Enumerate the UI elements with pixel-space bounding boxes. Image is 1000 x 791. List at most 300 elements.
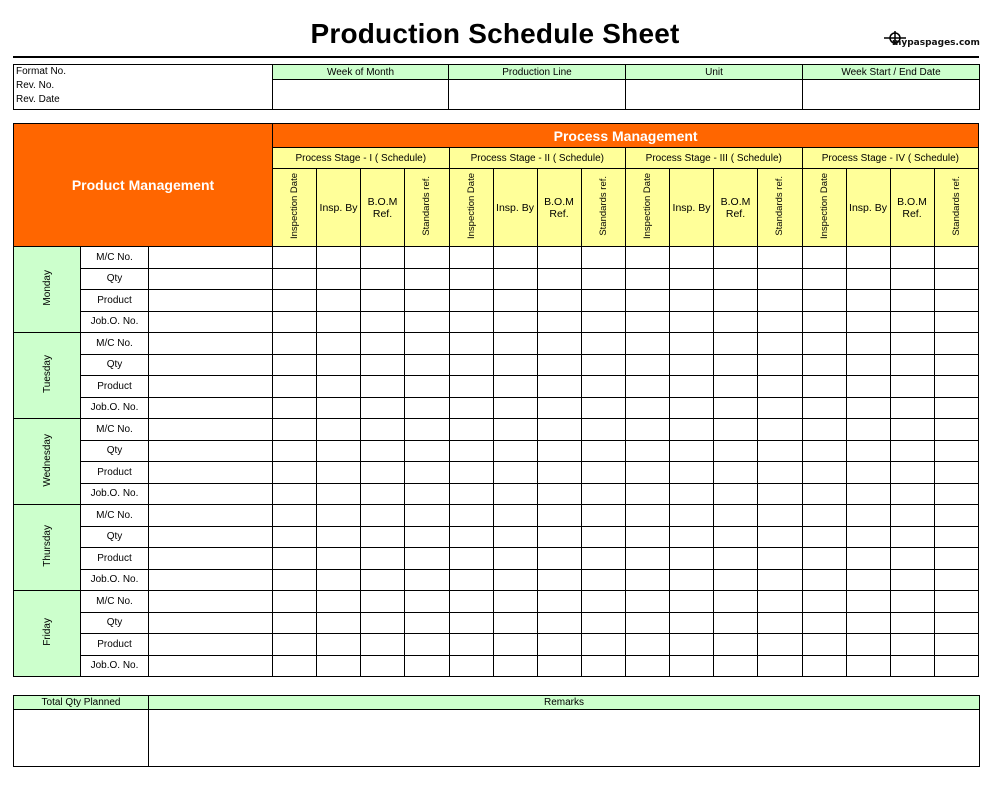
schedule-cell[interactable] — [405, 419, 450, 441]
schedule-cell[interactable] — [537, 290, 581, 312]
schedule-cell[interactable] — [449, 311, 493, 333]
schedule-cell[interactable] — [273, 462, 317, 484]
schedule-cell[interactable] — [670, 526, 714, 548]
schedule-cell[interactable] — [449, 376, 493, 398]
schedule-cell[interactable] — [493, 354, 537, 376]
product-value-cell[interactable] — [149, 333, 273, 355]
schedule-cell[interactable] — [449, 419, 493, 441]
product-value-cell[interactable] — [149, 634, 273, 656]
schedule-cell[interactable] — [846, 655, 890, 677]
schedule-cell[interactable] — [317, 268, 361, 290]
schedule-cell[interactable] — [273, 376, 317, 398]
schedule-cell[interactable] — [493, 548, 537, 570]
schedule-cell[interactable] — [802, 548, 846, 570]
schedule-cell[interactable] — [802, 612, 846, 634]
schedule-cell[interactable] — [934, 505, 979, 527]
schedule-cell[interactable] — [802, 462, 846, 484]
schedule-cell[interactable] — [273, 247, 317, 269]
schedule-cell[interactable] — [317, 397, 361, 419]
schedule-cell[interactable] — [361, 268, 405, 290]
schedule-cell[interactable] — [626, 548, 670, 570]
schedule-cell[interactable] — [670, 419, 714, 441]
schedule-cell[interactable] — [537, 548, 581, 570]
schedule-cell[interactable] — [449, 548, 493, 570]
schedule-cell[interactable] — [758, 634, 803, 656]
schedule-cell[interactable] — [493, 333, 537, 355]
schedule-cell[interactable] — [449, 505, 493, 527]
schedule-cell[interactable] — [317, 311, 361, 333]
schedule-cell[interactable] — [581, 290, 626, 312]
schedule-cell[interactable] — [405, 591, 450, 613]
schedule-cell[interactable] — [361, 290, 405, 312]
schedule-cell[interactable] — [670, 483, 714, 505]
schedule-cell[interactable] — [449, 462, 493, 484]
schedule-cell[interactable] — [581, 268, 626, 290]
schedule-cell[interactable] — [449, 634, 493, 656]
schedule-cell[interactable] — [317, 526, 361, 548]
schedule-cell[interactable] — [626, 354, 670, 376]
schedule-cell[interactable] — [405, 290, 450, 312]
product-value-cell[interactable] — [149, 440, 273, 462]
schedule-cell[interactable] — [802, 376, 846, 398]
schedule-cell[interactable] — [449, 483, 493, 505]
schedule-cell[interactable] — [670, 612, 714, 634]
schedule-cell[interactable] — [846, 440, 890, 462]
schedule-cell[interactable] — [670, 634, 714, 656]
schedule-cell[interactable] — [846, 268, 890, 290]
schedule-cell[interactable] — [934, 311, 979, 333]
product-value-cell[interactable] — [149, 505, 273, 527]
schedule-cell[interactable] — [802, 311, 846, 333]
schedule-cell[interactable] — [317, 376, 361, 398]
schedule-cell[interactable] — [890, 333, 934, 355]
schedule-cell[interactable] — [449, 247, 493, 269]
product-value-cell[interactable] — [149, 419, 273, 441]
schedule-cell[interactable] — [758, 354, 803, 376]
total-qty-field[interactable] — [14, 710, 149, 767]
schedule-cell[interactable] — [405, 440, 450, 462]
schedule-cell[interactable] — [758, 505, 803, 527]
schedule-cell[interactable] — [449, 569, 493, 591]
schedule-cell[interactable] — [714, 376, 758, 398]
schedule-cell[interactable] — [934, 569, 979, 591]
schedule-cell[interactable] — [273, 354, 317, 376]
schedule-cell[interactable] — [405, 483, 450, 505]
product-value-cell[interactable] — [149, 655, 273, 677]
product-value-cell[interactable] — [149, 526, 273, 548]
schedule-cell[interactable] — [537, 268, 581, 290]
schedule-cell[interactable] — [890, 483, 934, 505]
schedule-cell[interactable] — [846, 634, 890, 656]
schedule-cell[interactable] — [802, 333, 846, 355]
schedule-cell[interactable] — [626, 634, 670, 656]
schedule-cell[interactable] — [934, 462, 979, 484]
schedule-cell[interactable] — [934, 397, 979, 419]
schedule-cell[interactable] — [405, 548, 450, 570]
schedule-cell[interactable] — [405, 462, 450, 484]
schedule-cell[interactable] — [626, 612, 670, 634]
schedule-cell[interactable] — [537, 655, 581, 677]
schedule-cell[interactable] — [802, 634, 846, 656]
schedule-cell[interactable] — [449, 333, 493, 355]
product-value-cell[interactable] — [149, 483, 273, 505]
schedule-cell[interactable] — [361, 569, 405, 591]
schedule-cell[interactable] — [714, 483, 758, 505]
schedule-cell[interactable] — [890, 268, 934, 290]
schedule-cell[interactable] — [361, 483, 405, 505]
schedule-cell[interactable] — [758, 333, 803, 355]
product-value-cell[interactable] — [149, 268, 273, 290]
schedule-cell[interactable] — [317, 419, 361, 441]
schedule-cell[interactable] — [670, 462, 714, 484]
schedule-cell[interactable] — [802, 591, 846, 613]
schedule-cell[interactable] — [361, 397, 405, 419]
schedule-cell[interactable] — [802, 526, 846, 548]
schedule-cell[interactable] — [537, 505, 581, 527]
week-of-month-field[interactable] — [273, 80, 449, 110]
schedule-cell[interactable] — [493, 290, 537, 312]
schedule-cell[interactable] — [361, 655, 405, 677]
schedule-cell[interactable] — [537, 354, 581, 376]
schedule-cell[interactable] — [626, 311, 670, 333]
schedule-cell[interactable] — [846, 311, 890, 333]
schedule-cell[interactable] — [670, 569, 714, 591]
product-value-cell[interactable] — [149, 612, 273, 634]
schedule-cell[interactable] — [626, 333, 670, 355]
schedule-cell[interactable] — [846, 548, 890, 570]
schedule-cell[interactable] — [670, 397, 714, 419]
schedule-cell[interactable] — [890, 290, 934, 312]
schedule-cell[interactable] — [626, 440, 670, 462]
schedule-cell[interactable] — [361, 612, 405, 634]
schedule-cell[interactable] — [581, 548, 626, 570]
schedule-cell[interactable] — [317, 505, 361, 527]
schedule-cell[interactable] — [890, 569, 934, 591]
schedule-cell[interactable] — [537, 376, 581, 398]
schedule-cell[interactable] — [890, 462, 934, 484]
schedule-cell[interactable] — [890, 612, 934, 634]
schedule-cell[interactable] — [537, 634, 581, 656]
schedule-cell[interactable] — [670, 247, 714, 269]
schedule-cell[interactable] — [626, 462, 670, 484]
schedule-cell[interactable] — [758, 311, 803, 333]
schedule-cell[interactable] — [317, 290, 361, 312]
schedule-cell[interactable] — [449, 440, 493, 462]
schedule-cell[interactable] — [581, 419, 626, 441]
schedule-cell[interactable] — [714, 397, 758, 419]
schedule-cell[interactable] — [361, 419, 405, 441]
unit-field[interactable] — [626, 80, 803, 110]
schedule-cell[interactable] — [361, 311, 405, 333]
schedule-cell[interactable] — [273, 333, 317, 355]
schedule-cell[interactable] — [317, 247, 361, 269]
schedule-cell[interactable] — [670, 268, 714, 290]
schedule-cell[interactable] — [846, 354, 890, 376]
schedule-cell[interactable] — [934, 526, 979, 548]
schedule-cell[interactable] — [537, 311, 581, 333]
schedule-cell[interactable] — [405, 354, 450, 376]
schedule-cell[interactable] — [405, 333, 450, 355]
schedule-cell[interactable] — [890, 548, 934, 570]
schedule-cell[interactable] — [846, 247, 890, 269]
schedule-cell[interactable] — [626, 569, 670, 591]
schedule-cell[interactable] — [758, 483, 803, 505]
schedule-cell[interactable] — [670, 354, 714, 376]
schedule-cell[interactable] — [273, 290, 317, 312]
schedule-cell[interactable] — [670, 376, 714, 398]
schedule-cell[interactable] — [758, 612, 803, 634]
schedule-cell[interactable] — [273, 634, 317, 656]
schedule-cell[interactable] — [758, 655, 803, 677]
schedule-cell[interactable] — [493, 311, 537, 333]
schedule-cell[interactable] — [890, 376, 934, 398]
schedule-cell[interactable] — [714, 612, 758, 634]
schedule-cell[interactable] — [846, 290, 890, 312]
product-value-cell[interactable] — [149, 591, 273, 613]
product-value-cell[interactable] — [149, 311, 273, 333]
week-start-end-field[interactable] — [803, 80, 980, 110]
schedule-cell[interactable] — [449, 655, 493, 677]
schedule-cell[interactable] — [846, 397, 890, 419]
schedule-cell[interactable] — [670, 505, 714, 527]
schedule-cell[interactable] — [449, 268, 493, 290]
schedule-cell[interactable] — [449, 591, 493, 613]
schedule-cell[interactable] — [317, 655, 361, 677]
schedule-cell[interactable] — [537, 440, 581, 462]
schedule-cell[interactable] — [758, 290, 803, 312]
schedule-cell[interactable] — [890, 247, 934, 269]
schedule-cell[interactable] — [273, 526, 317, 548]
schedule-cell[interactable] — [758, 268, 803, 290]
schedule-cell[interactable] — [802, 483, 846, 505]
schedule-cell[interactable] — [493, 569, 537, 591]
schedule-cell[interactable] — [581, 591, 626, 613]
schedule-cell[interactable] — [934, 247, 979, 269]
schedule-cell[interactable] — [846, 462, 890, 484]
schedule-cell[interactable] — [714, 419, 758, 441]
schedule-cell[interactable] — [493, 591, 537, 613]
schedule-cell[interactable] — [405, 311, 450, 333]
schedule-cell[interactable] — [802, 268, 846, 290]
schedule-cell[interactable] — [714, 290, 758, 312]
schedule-cell[interactable] — [317, 440, 361, 462]
schedule-cell[interactable] — [449, 397, 493, 419]
schedule-cell[interactable] — [890, 440, 934, 462]
schedule-cell[interactable] — [537, 526, 581, 548]
schedule-cell[interactable] — [714, 354, 758, 376]
schedule-cell[interactable] — [934, 634, 979, 656]
schedule-cell[interactable] — [626, 483, 670, 505]
schedule-cell[interactable] — [934, 354, 979, 376]
schedule-cell[interactable] — [670, 591, 714, 613]
schedule-cell[interactable] — [449, 612, 493, 634]
schedule-cell[interactable] — [802, 290, 846, 312]
schedule-cell[interactable] — [405, 634, 450, 656]
schedule-cell[interactable] — [493, 634, 537, 656]
schedule-cell[interactable] — [670, 290, 714, 312]
schedule-cell[interactable] — [537, 247, 581, 269]
schedule-cell[interactable] — [934, 333, 979, 355]
schedule-cell[interactable] — [890, 397, 934, 419]
schedule-cell[interactable] — [537, 483, 581, 505]
schedule-cell[interactable] — [537, 397, 581, 419]
schedule-cell[interactable] — [714, 569, 758, 591]
schedule-cell[interactable] — [626, 247, 670, 269]
schedule-cell[interactable] — [934, 483, 979, 505]
schedule-cell[interactable] — [846, 569, 890, 591]
schedule-cell[interactable] — [405, 612, 450, 634]
schedule-cell[interactable] — [361, 440, 405, 462]
schedule-cell[interactable] — [581, 311, 626, 333]
schedule-cell[interactable] — [273, 397, 317, 419]
schedule-cell[interactable] — [581, 655, 626, 677]
schedule-cell[interactable] — [890, 526, 934, 548]
schedule-cell[interactable] — [317, 333, 361, 355]
schedule-cell[interactable] — [317, 569, 361, 591]
schedule-cell[interactable] — [714, 548, 758, 570]
schedule-cell[interactable] — [758, 591, 803, 613]
schedule-cell[interactable] — [758, 569, 803, 591]
schedule-cell[interactable] — [934, 419, 979, 441]
product-value-cell[interactable] — [149, 397, 273, 419]
schedule-cell[interactable] — [493, 376, 537, 398]
schedule-cell[interactable] — [626, 376, 670, 398]
schedule-cell[interactable] — [846, 483, 890, 505]
schedule-cell[interactable] — [493, 462, 537, 484]
schedule-cell[interactable] — [581, 247, 626, 269]
schedule-cell[interactable] — [273, 548, 317, 570]
schedule-cell[interactable] — [361, 591, 405, 613]
schedule-cell[interactable] — [846, 419, 890, 441]
schedule-cell[interactable] — [493, 419, 537, 441]
schedule-cell[interactable] — [581, 612, 626, 634]
schedule-cell[interactable] — [846, 591, 890, 613]
schedule-cell[interactable] — [714, 591, 758, 613]
schedule-cell[interactable] — [890, 354, 934, 376]
schedule-cell[interactable] — [714, 526, 758, 548]
schedule-cell[interactable] — [317, 612, 361, 634]
schedule-cell[interactable] — [317, 634, 361, 656]
schedule-cell[interactable] — [802, 419, 846, 441]
schedule-cell[interactable] — [581, 376, 626, 398]
schedule-cell[interactable] — [273, 419, 317, 441]
schedule-cell[interactable] — [493, 397, 537, 419]
schedule-cell[interactable] — [934, 376, 979, 398]
schedule-cell[interactable] — [758, 440, 803, 462]
schedule-cell[interactable] — [626, 268, 670, 290]
schedule-cell[interactable] — [581, 462, 626, 484]
schedule-cell[interactable] — [361, 548, 405, 570]
schedule-cell[interactable] — [714, 462, 758, 484]
schedule-cell[interactable] — [581, 440, 626, 462]
schedule-cell[interactable] — [890, 419, 934, 441]
schedule-cell[interactable] — [714, 268, 758, 290]
schedule-cell[interactable] — [802, 655, 846, 677]
product-value-cell[interactable] — [149, 462, 273, 484]
schedule-cell[interactable] — [405, 526, 450, 548]
schedule-cell[interactable] — [537, 333, 581, 355]
schedule-cell[interactable] — [890, 591, 934, 613]
schedule-cell[interactable] — [273, 591, 317, 613]
schedule-cell[interactable] — [449, 526, 493, 548]
schedule-cell[interactable] — [714, 333, 758, 355]
schedule-cell[interactable] — [537, 569, 581, 591]
schedule-cell[interactable] — [890, 311, 934, 333]
schedule-cell[interactable] — [758, 376, 803, 398]
schedule-cell[interactable] — [581, 526, 626, 548]
schedule-cell[interactable] — [581, 333, 626, 355]
schedule-cell[interactable] — [758, 462, 803, 484]
schedule-cell[interactable] — [493, 612, 537, 634]
schedule-cell[interactable] — [581, 397, 626, 419]
schedule-cell[interactable] — [405, 655, 450, 677]
schedule-cell[interactable] — [405, 397, 450, 419]
schedule-cell[interactable] — [317, 462, 361, 484]
schedule-cell[interactable] — [405, 268, 450, 290]
schedule-cell[interactable] — [317, 591, 361, 613]
schedule-cell[interactable] — [802, 569, 846, 591]
schedule-cell[interactable] — [273, 612, 317, 634]
product-value-cell[interactable] — [149, 548, 273, 570]
schedule-cell[interactable] — [846, 612, 890, 634]
schedule-cell[interactable] — [581, 505, 626, 527]
schedule-cell[interactable] — [934, 655, 979, 677]
production-line-field[interactable] — [449, 80, 626, 110]
schedule-cell[interactable] — [846, 333, 890, 355]
schedule-cell[interactable] — [317, 354, 361, 376]
schedule-cell[interactable] — [317, 483, 361, 505]
schedule-cell[interactable] — [361, 526, 405, 548]
schedule-cell[interactable] — [626, 397, 670, 419]
schedule-cell[interactable] — [493, 247, 537, 269]
schedule-cell[interactable] — [714, 634, 758, 656]
schedule-cell[interactable] — [537, 612, 581, 634]
schedule-cell[interactable] — [449, 354, 493, 376]
remarks-field[interactable] — [149, 710, 980, 767]
schedule-cell[interactable] — [361, 354, 405, 376]
schedule-cell[interactable] — [626, 655, 670, 677]
schedule-cell[interactable] — [758, 548, 803, 570]
schedule-cell[interactable] — [714, 655, 758, 677]
schedule-cell[interactable] — [670, 440, 714, 462]
schedule-cell[interactable] — [758, 419, 803, 441]
schedule-cell[interactable] — [405, 505, 450, 527]
schedule-cell[interactable] — [714, 247, 758, 269]
schedule-cell[interactable] — [537, 462, 581, 484]
schedule-cell[interactable] — [626, 505, 670, 527]
schedule-cell[interactable] — [934, 440, 979, 462]
schedule-cell[interactable] — [273, 655, 317, 677]
product-value-cell[interactable] — [149, 376, 273, 398]
schedule-cell[interactable] — [758, 526, 803, 548]
schedule-cell[interactable] — [361, 376, 405, 398]
schedule-cell[interactable] — [934, 612, 979, 634]
schedule-cell[interactable] — [626, 591, 670, 613]
schedule-cell[interactable] — [493, 526, 537, 548]
schedule-cell[interactable] — [273, 440, 317, 462]
schedule-cell[interactable] — [493, 505, 537, 527]
schedule-cell[interactable] — [361, 462, 405, 484]
product-value-cell[interactable] — [149, 247, 273, 269]
schedule-cell[interactable] — [934, 548, 979, 570]
schedule-cell[interactable] — [361, 333, 405, 355]
schedule-cell[interactable] — [626, 290, 670, 312]
schedule-cell[interactable] — [846, 376, 890, 398]
schedule-cell[interactable] — [493, 268, 537, 290]
product-value-cell[interactable] — [149, 354, 273, 376]
schedule-cell[interactable] — [802, 247, 846, 269]
schedule-cell[interactable] — [273, 311, 317, 333]
